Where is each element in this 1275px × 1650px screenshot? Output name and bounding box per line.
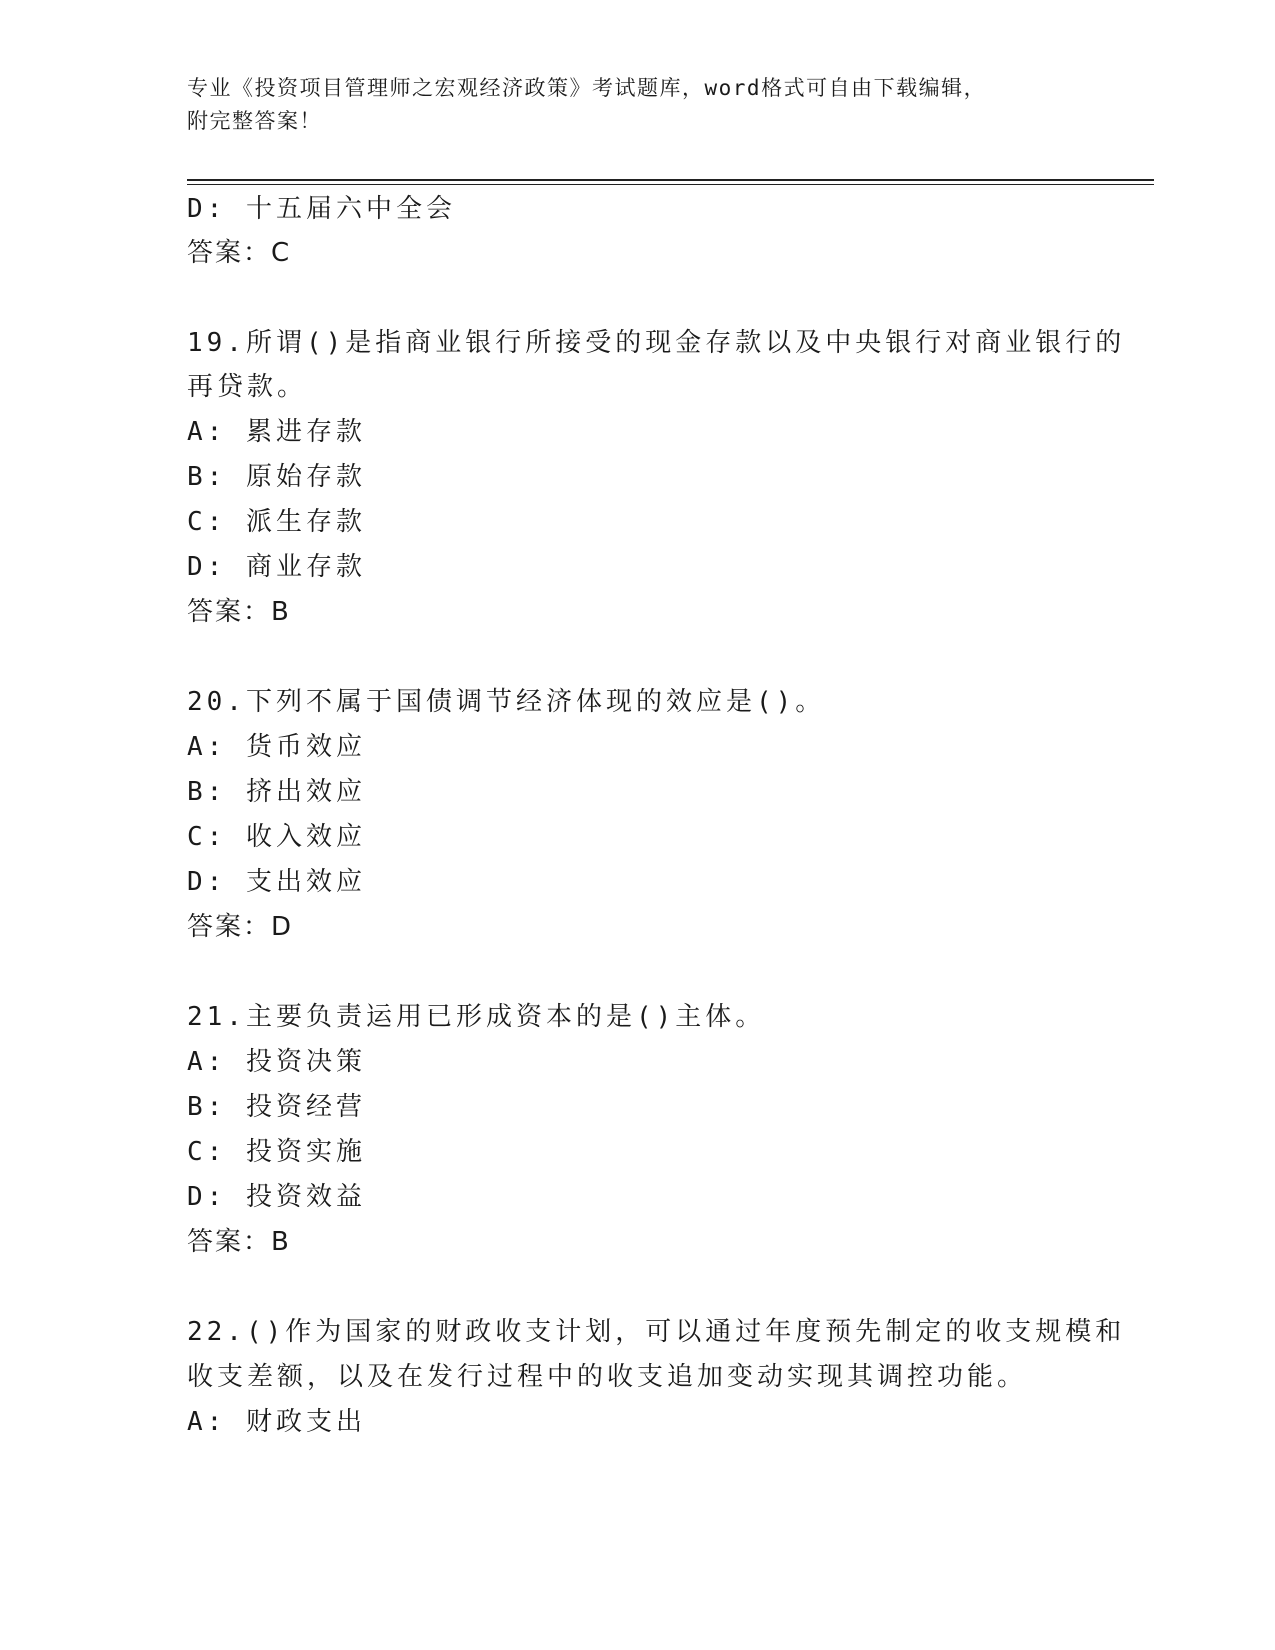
q20-answer: 答案：D [187, 912, 294, 942]
q19-option-d: D: 商业存款 [187, 552, 366, 582]
q20-option-a: A: 货币效应 [187, 732, 366, 762]
header-divider-top [187, 179, 1154, 181]
q21-option-c: C: 投资实施 [187, 1137, 366, 1167]
q21-stem-line-1: 21.主要负责运用已形成资本的是()主体。 [187, 1002, 766, 1032]
q20-option-b: B: 挤出效应 [187, 777, 366, 807]
document-header [187, 72, 1087, 138]
q22-stem-line-1: 22.()作为国家的财政收支计划，可以通过年度预先制定的收支规模和 [187, 1317, 1126, 1347]
q20-stem-line-1: 20.下列不属于国债调节经济体现的效应是()。 [187, 687, 826, 717]
prev-answer: 答案：C [187, 238, 292, 268]
q21-answer: 答案：B [187, 1227, 291, 1257]
header-line-1: 专业《投资项目管理师之宏观经济政策》考试题库，word格式可自由下载编辑， [187, 76, 987, 100]
header-line-2: 附完整答案！ [187, 109, 322, 133]
q22-option-a: A: 财政支出 [187, 1407, 366, 1437]
q19-option-a: A: 累进存款 [187, 417, 366, 447]
q20-option-c: C: 收入效应 [187, 822, 366, 852]
q19-stem-line-2: 再贷款。 [187, 372, 308, 402]
q22-stem-line-2: 收支差额，以及在发行过程中的收支追加变动实现其调控功能。 [187, 1362, 1028, 1392]
q20-option-d: D: 支出效应 [187, 867, 366, 897]
q19-option-c: C: 派生存款 [187, 507, 366, 537]
q21-option-b: B: 投资经营 [187, 1092, 366, 1122]
header-divider-bottom [187, 184, 1154, 185]
prev-option-d: D: 十五届六中全会 [187, 194, 456, 224]
q19-option-b: B: 原始存款 [187, 462, 366, 492]
q21-option-a: A: 投资决策 [187, 1047, 366, 1077]
q19-answer: 答案：B [187, 597, 291, 627]
q19-stem-line-1: 19.所谓()是指商业银行所接受的现金存款以及中央银行对商业银行的 [187, 328, 1126, 358]
q21-option-d: D: 投资效益 [187, 1182, 366, 1212]
